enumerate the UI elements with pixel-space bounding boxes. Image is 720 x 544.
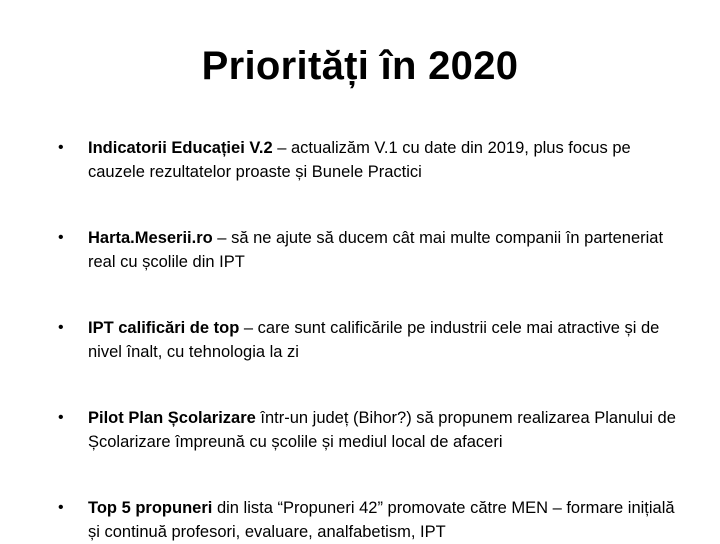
bullet-text: – să ne ajute să ducem cât mai multe companii în parteneriat real cu școlile din IPT [88, 229, 664, 271]
bullet-dot-icon: • [58, 319, 64, 336]
bullet-item-indicatorii [58, 136, 678, 184]
bullet-text: – care sunt calificările pe industrii cele mai atractive și de nivel înalt, cu tehnologia la zi [88, 319, 660, 361]
bullet-dot-icon: • [58, 139, 64, 156]
bullet-dot-icon: • [58, 409, 64, 426]
bullet-lead: Indicatorii Educației V.2 [88, 139, 273, 157]
bullet-lead: IPT calificări de top [88, 319, 240, 337]
slide-title: Priorități în 2020 [201, 44, 519, 88]
bullet-item-pilot-plan [58, 406, 678, 454]
bullet-lead: Pilot Plan Școlarizare [88, 409, 256, 427]
bullet-text: într-un județ (Bihor?) să propunem realizarea Planului de Școlarizare împreună cu școlile și mediul local de afaceri [88, 409, 676, 451]
bullet-lead: Top 5 propuneri [88, 499, 213, 517]
bullet-dot-icon: • [58, 229, 64, 246]
bullet-text: – actualizăm V.1 cu date din 2019, plus focus pe cauzele rezultatelor proaste și Bunele Practici [88, 139, 631, 181]
bullet-dot-icon: • [58, 499, 64, 516]
bullet-text: din lista “Propuneri 42” promovate către MEN – formare inițială și continuă profesori, evaluare, analfabetism, IPT [88, 499, 675, 541]
bullet-item-harta-meserii [58, 226, 678, 274]
bullet-list [58, 136, 678, 544]
bullet-item-top-5 [58, 496, 678, 544]
bullet-lead: Harta.Meserii.ro [88, 229, 213, 247]
bullet-item-ipt-calificari [58, 316, 678, 364]
